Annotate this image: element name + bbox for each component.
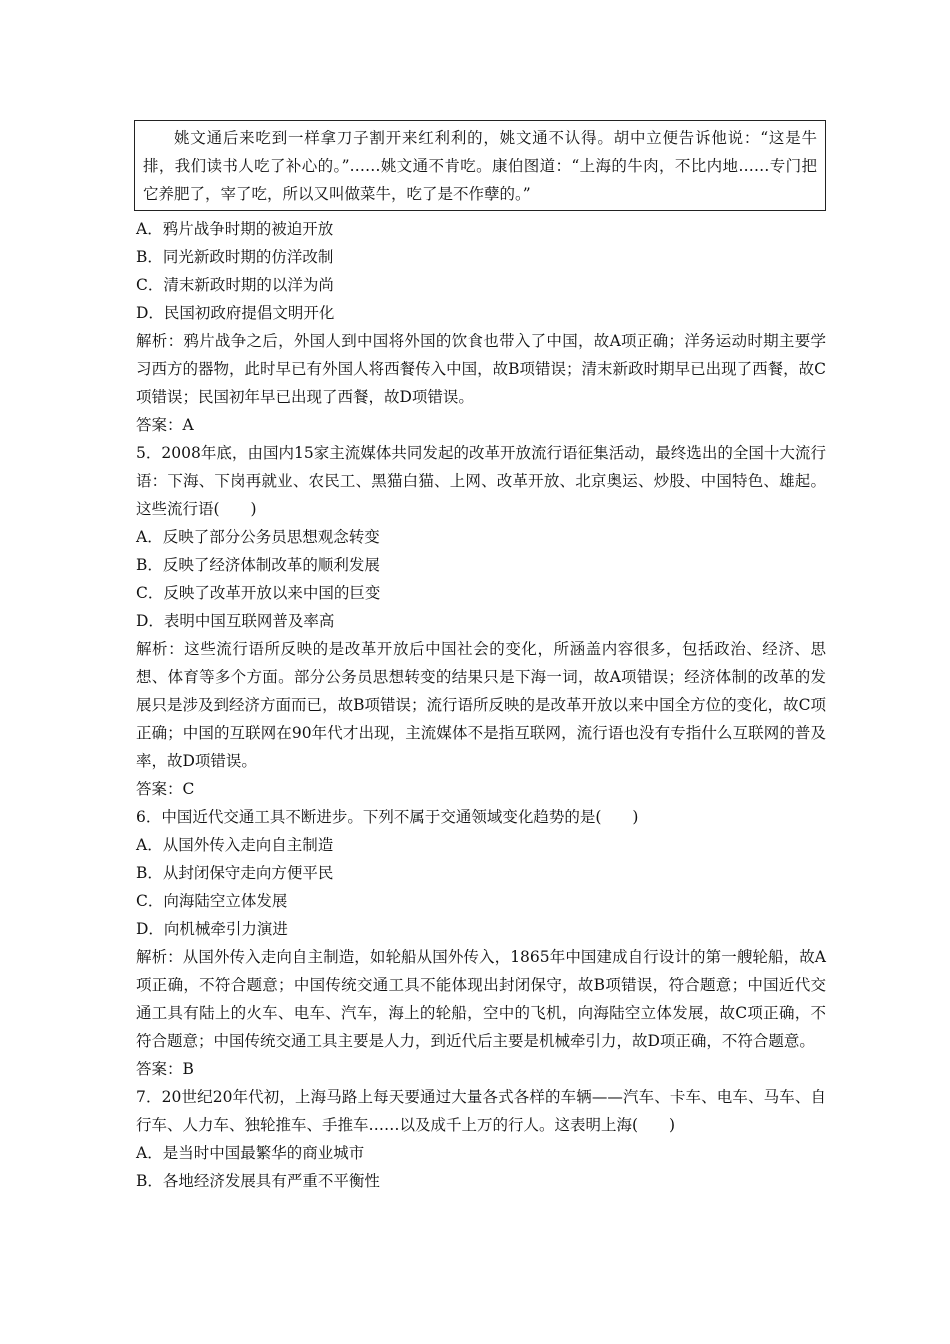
q6-option-b: B．从封闭保守走向方便平民 [136,864,334,882]
q4-analysis: 解析：鸦片战争之后，外国人到中国将外国的饮食也带入了中国，故A项正确；洋务运动时期主要学习西方的器物，此时早已有外国人将西餐传入中国，故B项错误；清末新政时期早已出现了西餐，故C项错误；民国初年早已出现了西餐，故D项错误。 [136,332,826,406]
q4-option-b: B．同光新政时期的仿洋改制 [136,248,334,266]
question-7 [136,1083,826,1195]
q6-stem: 6．中国近代交通工具不断进步。下列不属于交通领域变化趋势的是( ) [136,808,639,826]
question-5 [136,439,826,803]
q7-option-a: A．是当时中国最繁华的商业城市 [136,1144,365,1162]
q6-option-c: C．向海陆空立体发展 [136,892,288,910]
q4-option-d: D．民国初政府提倡文明开化 [136,304,335,322]
q7-stem: 7．20世纪20年代初，上海马路上每天要通过大量各式各样的车辆——汽车、卡车、电车、马车、自行车、人力车、独轮推车、手推车……以及成千上万的行人。这表明上海( ) [136,1088,826,1134]
q5-stem: 5．2008年底，由国内15家主流媒体共同发起的改革开放流行语征集活动，最终选出的全国十大流行语：下海、下岗再就业、农民工、黑猫白猫、上网、改革开放、北京奥运、炒股、中国特色、雄起。这些流行语( ) [136,444,826,518]
q5-option-c: C．反映了改革开放以来中国的巨变 [136,584,381,602]
q6-option-a: A．从国外传入走向自主制造 [136,836,334,854]
q6-answer: 答案：B [136,1060,194,1078]
q5-option-a: A．反映了部分公务员思想观念转变 [136,528,380,546]
question-4-options [136,215,826,327]
document-page [136,120,826,1195]
source-quote-box [134,120,826,211]
q7-option-b: B．各地经济发展具有严重不平衡性 [136,1172,380,1190]
q4-option-c: C．清末新政时期的以洋为尚 [136,276,334,294]
q4-answer: 答案：A [136,416,194,434]
q5-option-b: B．反映了经济体制改革的顺利发展 [136,556,380,574]
question-6 [136,803,826,1083]
q6-analysis: 解析：从国外传入走向自主制造，如轮船从国外传入，1865年中国建成自行设计的第一艘轮船，故A项正确，不符合题意；中国传统交通工具不能体现出封闭保守，故B项错误，符合题意；中国近代交通工具有陆上的火车、电车、汽车，海上的轮船，空中的飞机，向海陆空立体发展，故C项正确，不符合题意；中国传统交通工具主要是人力，到近代后主要是机械牵引力，故D项正确，不符合题意。 [136,948,826,1050]
q5-analysis: 解析：这些流行语所反映的是改革开放后中国社会的变化，所涵盖内容很多，包括政治、经济、思想、体育等多个方面。部分公务员思想转变的结果只是下海一词，故A项错误；经济体制的改革的发展只是涉及到经济方面而已，故B项错误；流行语所反映的是改革开放以来中国全方位的变化，故C项正确；中国的互联网在90年代才出现，主流媒体不是指互联网，流行语也没有专指什么互联网的普及率，故D项错误。 [136,640,826,770]
q5-answer: 答案：C [136,780,195,798]
q4-option-a: A．鸦片战争时期的被迫开放 [136,220,334,238]
q6-option-d: D．向机械牵引力演进 [136,920,288,938]
q5-option-d: D．表明中国互联网普及率高 [136,612,335,630]
source-quote-text: 姚文通后来吃到一样拿刀子割开来红利利的，姚文通不认得。胡中立便告诉他说：“这是牛排，我们读书人吃了补心的。”……姚文通不肯吃。康伯图道：“上海的牛肉，不比内地……专门把它养肥了，宰了吃，所以又叫做菜牛，吃了是不作孽的。” [143,129,817,203]
